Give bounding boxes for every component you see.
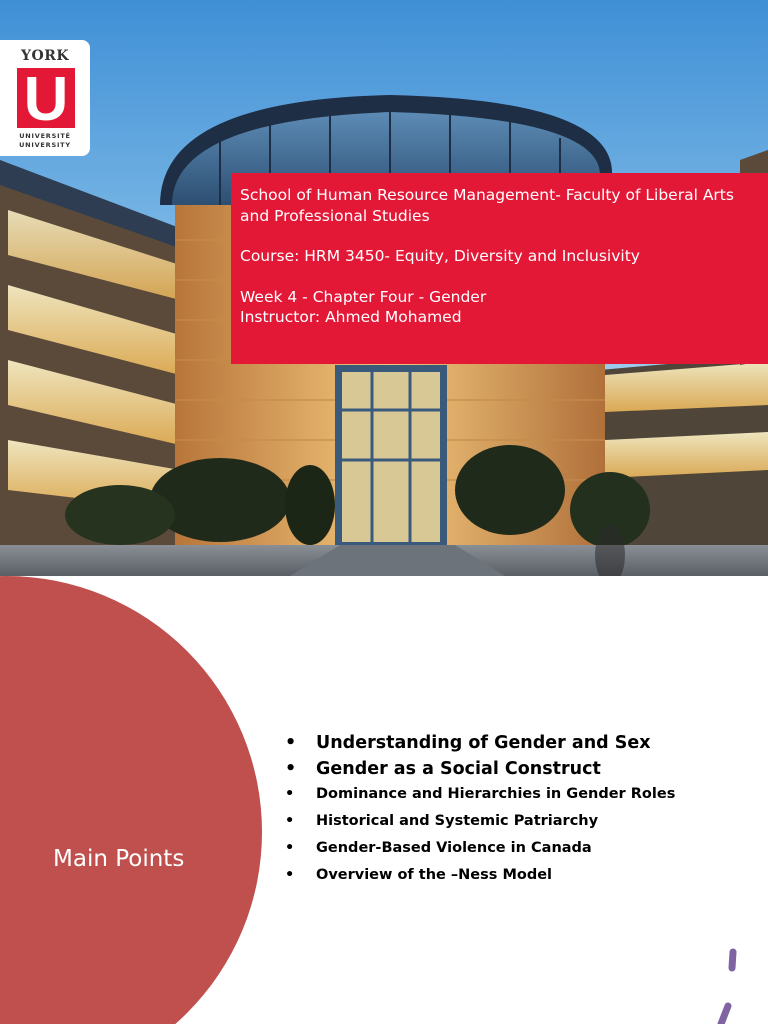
decorative-purple-strokes: [708, 946, 748, 1024]
list-item: [285, 864, 675, 891]
main-points-slide: [0, 576, 768, 1024]
logo-universite-text: UNIVERSITÉ: [19, 132, 71, 140]
list-item: [285, 783, 675, 810]
slide-title: Main Points: [53, 846, 185, 872]
bullet-icon: •: [285, 867, 295, 883]
decorative-red-circle: [0, 576, 262, 1024]
week-text: Week 4 - Chapter Four - Gender: [240, 287, 487, 306]
list-item-text: Overview of the –Ness Model: [316, 867, 553, 883]
bullet-icon: •: [285, 813, 295, 829]
list-item: [285, 810, 675, 837]
spacer: [240, 226, 759, 246]
list-item-text: Gender-Based Violence in Canada: [316, 840, 592, 856]
list-item: [285, 757, 675, 783]
logo-u-mark: [17, 68, 75, 128]
spacer: [240, 267, 759, 287]
york-university-logo: [0, 40, 90, 156]
list-item: [285, 837, 675, 864]
logo-u-letter: U: [23, 68, 69, 128]
course-text: Course: HRM 3450- Equity, Diversity and Inclusivity: [240, 247, 640, 265]
bullet-icon: •: [285, 786, 295, 802]
main-points-list: [285, 731, 675, 891]
list-item: [285, 731, 675, 757]
bullet-icon: •: [285, 840, 295, 856]
bullet-icon: •: [285, 733, 297, 753]
instructor-text: Instructor: Ahmed Mohamed: [240, 308, 462, 326]
logo-university-text: UNIVERSITY: [19, 141, 71, 149]
list-item-text: Gender as a Social Construct: [316, 759, 601, 779]
list-item-text: Understanding of Gender and Sex: [316, 733, 651, 753]
list-item-text: Dominance and Hierarchies in Gender Roles: [316, 786, 676, 802]
logo-york-text: YORK: [21, 48, 69, 64]
school-text: School of Human Resource Management- Faculty of Liberal Arts and Professional Studies: [240, 186, 734, 225]
bullet-icon: •: [285, 759, 297, 779]
list-item-text: Historical and Systemic Patriarchy: [316, 813, 599, 829]
course-info-box: [231, 173, 768, 364]
